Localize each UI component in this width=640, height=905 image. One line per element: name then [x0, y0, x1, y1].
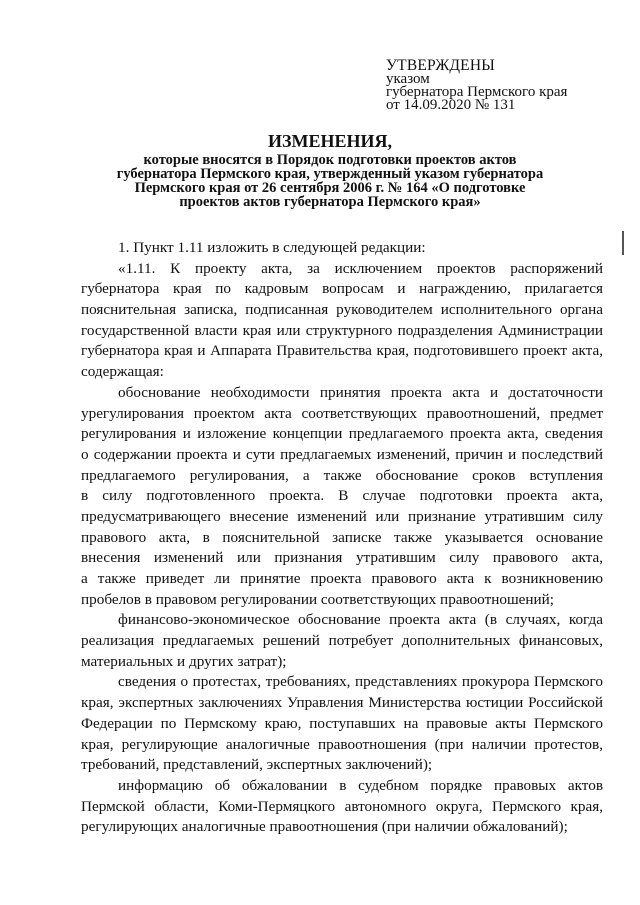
body-line: края, экспертных заключениях Управления Министерства юстиции Российской [81, 694, 603, 712]
subtitle-line: проектов актов губернатора Пермского края» [179, 194, 481, 210]
body-line: сведения о протестах, требованиях, представлениях прокурора Пермского [118, 673, 603, 691]
body-line: Федерации по Пермскому краю, поступавших на правовые акты Пермского [81, 714, 603, 732]
body-line: материальных и других затрат); [81, 652, 287, 670]
body-line: предлагаемого регулирования, а также обоснование сроков вступления [81, 466, 603, 484]
subtitle-line: губернатора Пермского края, утвержденный указом губернатора [116, 166, 544, 182]
body-line: пробелов в правовом регулировании соответствующих правоотношений; [81, 590, 554, 608]
approval-heading: УТВЕРЖДЕНЫ [386, 57, 495, 74]
body-line: государственной власти края или структурного подразделения Администрации [81, 321, 603, 339]
body-line: урегулирования проектом акта соответствующих правоотношений, предмет [81, 404, 603, 422]
body-line: внесения изменений или признания утратившим силу правового акта, [81, 549, 603, 567]
document-title: ИЗМЕНЕНИЯ, [267, 131, 392, 151]
approval-line-governor: губернатора Пермского края [386, 84, 568, 100]
body-line: обоснование необходимости принятия проекта акта и достаточности [118, 383, 603, 401]
body-line: правового акта, в пояснительной записке также указывается основание [81, 528, 603, 546]
body-line: финансово-экономическое обоснование проекта акта (в случаях, когда [118, 611, 603, 629]
body-line: реализация предлагаемых решений потребует дополнительных финансовых, [81, 632, 603, 650]
body-line: регулирования и изложение концепции предлагаемого проекта акта, сведения [81, 425, 603, 443]
body-line: пояснительная записка, подписанная руководителем исполнительного органа [81, 301, 603, 319]
document-body [81, 238, 603, 838]
approval-line-date: от 14.09.2020 № 131 [386, 97, 516, 113]
body-line: а также приведет ли принятие проекта правового акта к возникновению [81, 570, 603, 587]
approval-line-decree: указом [386, 71, 430, 87]
scan-edge-mark [622, 231, 624, 255]
body-line: 1. Пункт 1.11 изложить в следующей редакции: [118, 239, 426, 256]
body-line: Пермской области, Коми-Пермяцкого автономного округа, Пермского края, [81, 797, 603, 815]
body-line: «1.11. К проекту акта, за исключением проектов распоряжений [118, 259, 603, 277]
document-subtitle [70, 153, 590, 209]
body-line: информацию об обжаловании в судебном порядке правовых актов [118, 776, 603, 794]
body-line: губернатора края по кадровым вопросам и награждению, прилагается [81, 280, 603, 298]
body-line: предусматривающего внесение изменений или признание утратившим силу [81, 507, 603, 525]
approval-stamp [386, 58, 626, 112]
body-line: регулирующих аналогичные правоотношения (при наличии обжалований); [81, 818, 568, 836]
body-line: губернатора края и Аппарата Правительства края, подготовившего проект акта, [81, 342, 603, 360]
body-line: содержащая: [81, 363, 164, 381]
body-line: края, регулирующие аналогичные правоотношения (при наличии протестов, [81, 735, 603, 753]
body-line: о содержании проекта и сути предлагаемых изменений, причин и последствий [81, 445, 603, 463]
body-line: требований, представлений, экспертных заключений); [81, 756, 433, 774]
body-line: в силу подготовленного проекта. В случае подготовки проекта акта, [81, 487, 603, 505]
subtitle-line: Пермского края от 26 сентября 2006 г. № 164 «О подготовке [134, 180, 526, 196]
subtitle-line: которые вносятся в Порядок подготовки проектов актов [143, 152, 517, 168]
